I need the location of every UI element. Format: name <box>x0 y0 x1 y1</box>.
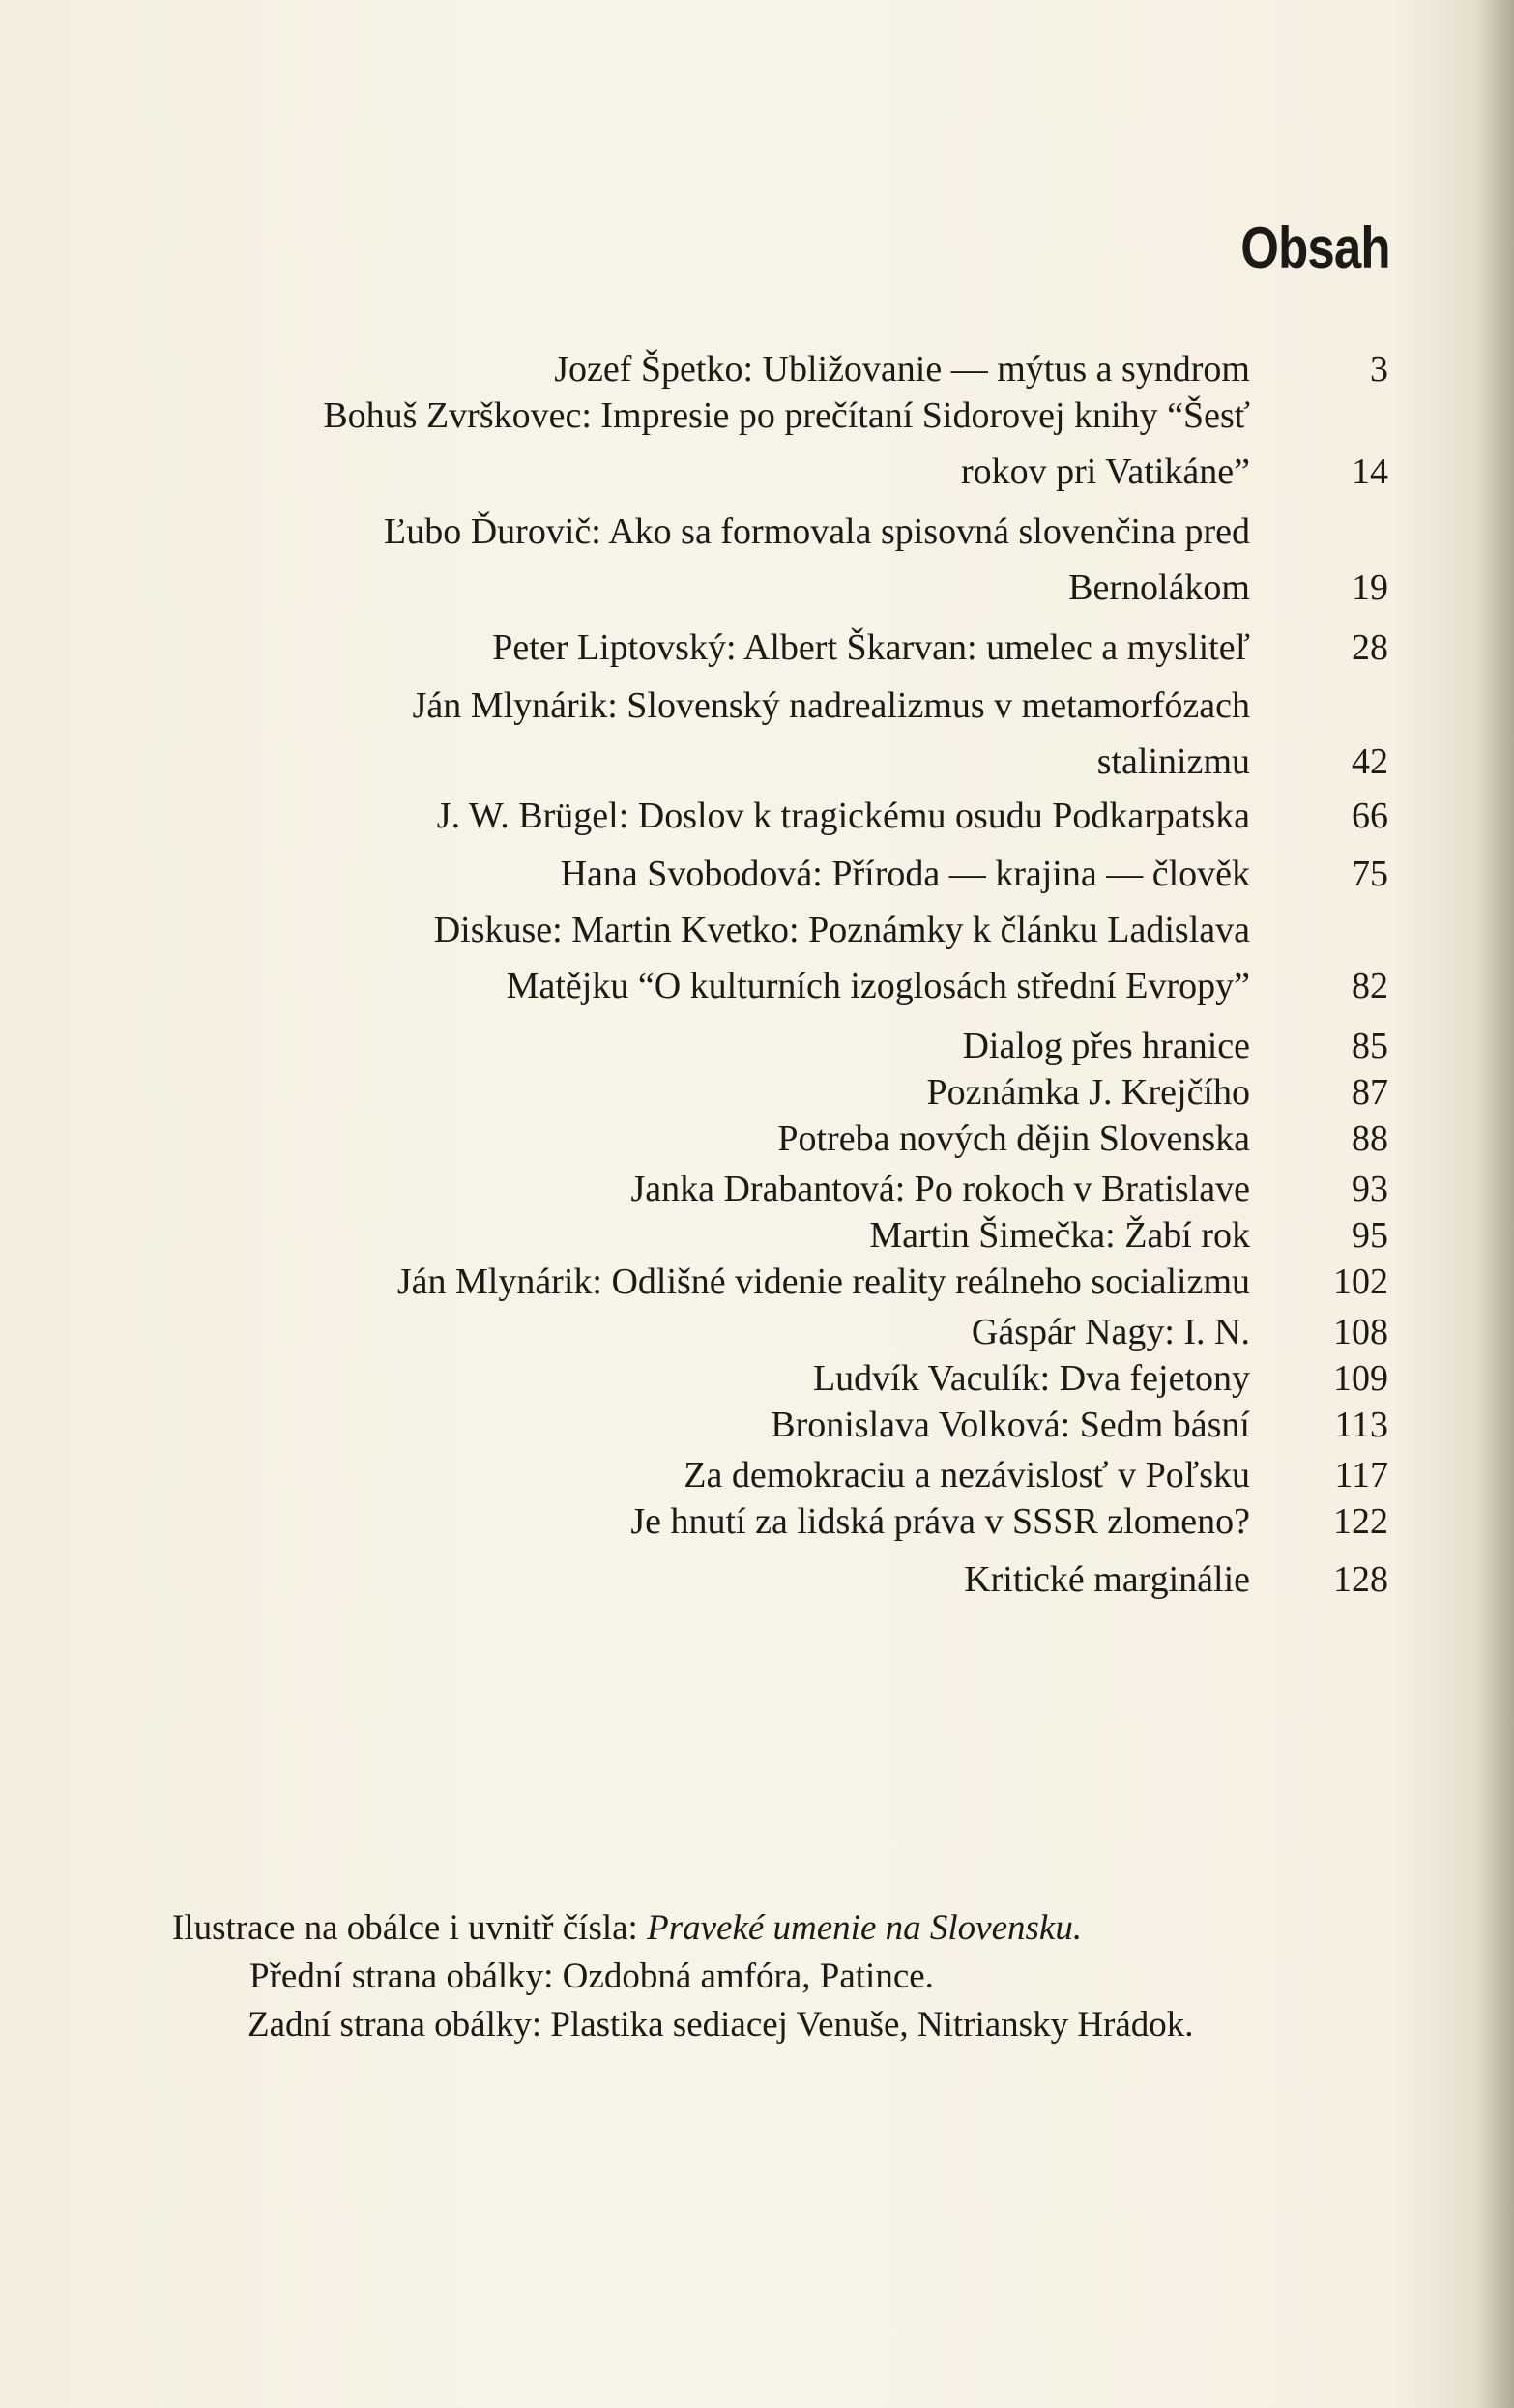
toc-entry-page-number: 82 <box>1352 966 1388 1006</box>
toc-entry-title-line: Ľubo Ďurovič: Ako sa formovala spisovná slovenčina pred <box>384 511 1250 552</box>
toc-entry-page-number: 128 <box>1333 1559 1388 1600</box>
toc-entry-title-line: Ján Mlynárik: Odlišné videnie reality reálneho socializmu <box>396 1262 1250 1302</box>
toc-entry-page-number: 85 <box>1352 1026 1388 1066</box>
toc-entry-title-line: Matějku “O kulturních izoglosách střední Evropy” <box>506 966 1250 1006</box>
toc-entry-title-line: Poznámka J. Krejčího <box>926 1072 1250 1113</box>
toc-entry-title-line: stalinizmu <box>1096 741 1250 782</box>
toc-entry-page-number: 122 <box>1333 1501 1388 1542</box>
toc-entry-title-line: Jozef Špetko: Ubližovanie — mýtus a syndrom <box>554 349 1250 390</box>
toc-entry-page-number: 87 <box>1352 1072 1388 1113</box>
toc-entry-title-line: Kritické marginálie <box>964 1559 1250 1600</box>
toc-entry-page-number: 42 <box>1352 741 1388 782</box>
toc-entry-title-line: Je hnutí za lidská práva v SSSR zlomeno? <box>630 1501 1250 1542</box>
toc-entry-page-number: 108 <box>1333 1312 1388 1352</box>
toc-entry-title-line: Potreba nových dějin Slovenska <box>777 1118 1250 1159</box>
toc-entry-page-number: 109 <box>1333 1358 1388 1399</box>
toc-entry-title-line: Janka Drabantová: Po rokoch v Bratislave <box>630 1169 1250 1209</box>
toc-entry-page-number: 28 <box>1352 627 1388 668</box>
toc-entry-title-line: Martin Šimečka: Žabí rok <box>869 1215 1250 1256</box>
toc-entry-page-number: 93 <box>1352 1169 1388 1209</box>
toc-entry-title-line: rokov pri Vatikáne” <box>961 451 1250 492</box>
toc-entry-title-line: Diskuse: Martin Kvetko: Poznámky k článku Ladislava <box>433 910 1250 950</box>
toc-entry-page-number: 95 <box>1352 1215 1388 1256</box>
toc-entry-title-line: Bohuš Zvrškovec: Impresie po prečítaní Sidorovej knihy “Šesť <box>323 395 1250 436</box>
toc-entry-page-number: 88 <box>1352 1118 1388 1159</box>
toc-entry-title-line: Za demokraciu a nezávislosť v Poľsku <box>684 1455 1250 1495</box>
toc-entry-page-number: 19 <box>1352 567 1388 608</box>
toc-entry-page-number: 117 <box>1334 1455 1388 1495</box>
toc-entry-title-line: Gáspár Nagy: I. N. <box>971 1312 1250 1352</box>
page-edge-shadow <box>1479 0 1514 2408</box>
toc-entry-page-number: 102 <box>1333 1262 1388 1302</box>
credits-line-2: Přední strana obálky: Ozdobná amfóra, Patince. <box>249 1957 934 1996</box>
credits-line-1-italic: Praveké umenie na Slovensku. <box>647 1908 1083 1948</box>
toc-entry-title-line: Bernolákom <box>1068 567 1250 608</box>
toc-entry-title-line: Ján Mlynárik: Slovenský nadrealizmus v metamorfózach <box>412 685 1250 726</box>
toc-entry-title-line: J. W. Brügel: Doslov k tragickému osudu Podkarpatska <box>436 796 1250 836</box>
toc-entry-page-number: 3 <box>1370 349 1388 390</box>
credits-line-1-text: Ilustrace na obálce i uvnitř čísla: <box>172 1908 648 1948</box>
toc-entry-title-line: Ludvík Vaculík: Dva fejetony <box>812 1358 1250 1399</box>
credits-line-3: Zadní strana obálky: Plastika sediacej Venuše, Nitriansky Hrádok. <box>247 2005 1194 2045</box>
toc-entry-page-number: 75 <box>1352 854 1388 894</box>
toc-entry-title-line: Bronislava Volková: Sedm básní <box>771 1405 1250 1445</box>
toc-entry-title-line: Peter Liptovský: Albert Škarvan: umelec a mysliteľ <box>492 627 1250 668</box>
illustration-credits <box>172 1904 1390 2049</box>
page-title: Obsah <box>1240 216 1390 280</box>
toc-entry-title-line: Hana Svobodová: Příroda — krajina — člověk <box>560 854 1250 894</box>
toc-entry-title-line: Dialog přes hranice <box>962 1026 1250 1066</box>
credits-line-1 <box>172 1904 1390 1953</box>
toc-entry-page-number: 66 <box>1352 796 1388 836</box>
toc-entry-page-number: 113 <box>1334 1405 1388 1445</box>
toc-entry-page-number: 14 <box>1352 451 1388 492</box>
